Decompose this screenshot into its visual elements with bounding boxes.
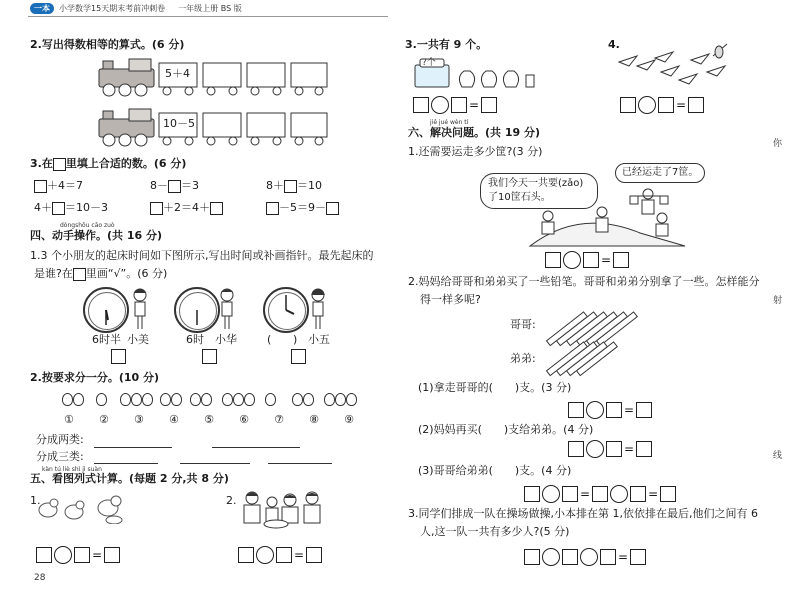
- r-q4-title: 4.: [608, 38, 620, 51]
- q41-line1: 1.3 个小朋友的起床时间如下图所示,写出时间或补画指针。最先起床的: [30, 249, 374, 262]
- classify-three-line-2[interactable]: [180, 463, 250, 464]
- answer-box[interactable]: [524, 549, 540, 565]
- page-header: [30, 3, 242, 14]
- train-1: [95, 55, 330, 100]
- answer-box[interactable]: [104, 547, 120, 563]
- q3-eq5: ＋2＝4＋: [150, 201, 223, 215]
- equals-sign: =: [469, 98, 480, 112]
- header-badge: 一本: [30, 3, 54, 14]
- header-edition: 一年级上册 BS 版: [178, 4, 242, 13]
- equals-sign: =: [624, 403, 635, 417]
- answer-box[interactable]: [545, 252, 561, 268]
- balloon-num: ⑥: [239, 413, 249, 426]
- didi-label: 弟弟:: [510, 352, 536, 365]
- balloon-num: ③: [134, 413, 144, 426]
- operator-circle[interactable]: [54, 546, 72, 564]
- train2-expression: 10－5: [163, 117, 195, 130]
- equals-sign: =: [580, 487, 591, 501]
- answer-box[interactable]: [168, 180, 181, 193]
- operator-circle[interactable]: [580, 548, 598, 566]
- r-q3-equation: [413, 96, 497, 114]
- header-title: 小学数学15天期末考前冲刺卷: [59, 4, 166, 13]
- sec5-title: 五、看图列式计算。(每题 2 分,共 8 分): [30, 472, 229, 485]
- equals-sign: =: [648, 487, 659, 501]
- q42-title: 2.按要求分一分。(10 分): [30, 371, 160, 384]
- q3-eq3: 8＋ ＝10: [266, 179, 322, 192]
- answer-box[interactable]: [562, 549, 578, 565]
- r-q61-title: 1.还需要运走多少筐?(3 分): [408, 145, 543, 158]
- answer-box[interactable]: [636, 402, 652, 418]
- q51-equation: [36, 546, 120, 564]
- answer-box[interactable]: [52, 202, 65, 215]
- balloon-num: ⑦: [274, 413, 284, 426]
- answer-box[interactable]: [53, 158, 66, 171]
- answer-box[interactable]: [238, 547, 254, 563]
- family-image: [238, 490, 333, 530]
- r-q62-eq3: [524, 485, 676, 503]
- operator-circle[interactable]: [563, 251, 581, 269]
- margin-char: 线: [773, 451, 783, 461]
- child1-name: 小美: [127, 333, 149, 346]
- answer-box[interactable]: [606, 402, 622, 418]
- balloon-num: ⑨: [344, 413, 354, 426]
- answer-box[interactable]: [266, 202, 279, 215]
- r-q3-title: 3.一共有 9 个。: [405, 38, 488, 51]
- q3-eq6: －5＝9－: [266, 201, 339, 215]
- answer-box[interactable]: [34, 180, 47, 193]
- answer-box[interactable]: [630, 486, 646, 502]
- answer-box[interactable]: [583, 252, 599, 268]
- answer-box[interactable]: [306, 547, 322, 563]
- balloon-row: [62, 391, 362, 411]
- answer-box[interactable]: [630, 549, 646, 565]
- clock2-label: 6时: [186, 333, 204, 346]
- balloon-group-icon: [190, 391, 212, 410]
- answer-box[interactable]: [636, 441, 652, 457]
- clock-3: [263, 287, 309, 333]
- answer-box[interactable]: [284, 180, 297, 193]
- classify-two-label: 分成两类:: [36, 433, 84, 446]
- q51-num: 1.: [30, 494, 41, 507]
- classify-two-line-2[interactable]: [212, 447, 300, 448]
- answer-box[interactable]: [592, 486, 608, 502]
- page-number: 28: [34, 573, 46, 583]
- train1-expression: 5＋4: [165, 67, 190, 80]
- balloon-group-icon: [324, 391, 357, 410]
- equals-sign: =: [618, 550, 629, 564]
- clock3-paren-close: ): [293, 333, 298, 346]
- check-box-1[interactable]: [111, 349, 126, 364]
- balloon-num: ⑧: [309, 413, 319, 426]
- operator-circle[interactable]: [542, 548, 560, 566]
- equals-sign: =: [676, 98, 687, 112]
- bubble1-line1: 我们今天一共要(zǎo): [488, 178, 584, 189]
- clock-2: [174, 287, 220, 333]
- r-q62-eq1: [568, 401, 652, 419]
- operator-circle[interactable]: [610, 485, 628, 503]
- operator-circle[interactable]: [542, 485, 560, 503]
- answer-box[interactable]: [210, 202, 223, 215]
- q52-equation: [238, 546, 322, 564]
- child3-name: 小五: [308, 333, 330, 346]
- margin-char: 射: [773, 296, 783, 306]
- equals-sign: =: [92, 548, 103, 562]
- answer-box[interactable]: [413, 97, 429, 113]
- bag-label: ?个: [422, 58, 436, 68]
- train-2: [95, 105, 330, 150]
- balloon-num: ①: [64, 413, 74, 426]
- classify-three-line-1[interactable]: [94, 463, 158, 464]
- r-q62-eq2: [568, 440, 652, 458]
- classify-two-line-1[interactable]: [94, 447, 172, 448]
- answer-box[interactable]: [562, 486, 578, 502]
- answer-box[interactable]: [524, 486, 540, 502]
- sec5-pinyin: kàn tú liè shì jì suàn: [42, 466, 102, 473]
- bubble1-line2: 了10筐石头。: [488, 192, 551, 203]
- balloon-group-icon: [265, 391, 276, 410]
- train-engine: [99, 59, 154, 96]
- operator-circle[interactable]: [431, 96, 449, 114]
- classify-three-line-3[interactable]: [268, 463, 332, 464]
- answer-box[interactable]: [606, 441, 622, 457]
- header-rule: [28, 16, 388, 17]
- classify-three-label: 分成三类:: [36, 450, 84, 463]
- r-q4-equation: [620, 96, 704, 114]
- answer-box[interactable]: [688, 97, 704, 113]
- answer-box[interactable]: [36, 547, 52, 563]
- answer-box[interactable]: [481, 97, 497, 113]
- balloon-numbers: [64, 413, 354, 427]
- balloon-group-icon: [62, 391, 84, 410]
- balloon-group-icon: [222, 391, 255, 410]
- operator-circle[interactable]: [586, 440, 604, 458]
- answer-box[interactable]: [568, 441, 584, 457]
- gege-label: 哥哥:: [510, 318, 536, 331]
- child-1-icon: [130, 287, 150, 331]
- child-3-icon: [308, 287, 328, 331]
- q3-title-pre: 3.在: [30, 157, 53, 170]
- answer-box[interactable]: [660, 486, 676, 502]
- answer-box[interactable]: [613, 252, 629, 268]
- answer-box[interactable]: [620, 97, 636, 113]
- operator-circle[interactable]: [638, 96, 656, 114]
- q3-title: [30, 157, 186, 171]
- balloon-num: ②: [99, 413, 109, 426]
- answer-box[interactable]: [600, 549, 616, 565]
- check-box-3[interactable]: [291, 349, 306, 364]
- answer-box[interactable]: [150, 202, 163, 215]
- r-q62-s1: (1)拿走哥哥的( )支。(3 分): [418, 381, 572, 394]
- clock-1: [83, 287, 129, 333]
- balloon-group-icon: [292, 391, 314, 410]
- balloon-group-icon: [96, 391, 107, 410]
- q3-eq1: ＋4＝7: [34, 179, 83, 193]
- q3-eq4: 4＋ ＝10－3: [34, 201, 108, 214]
- speech-bubble-2: [615, 163, 705, 183]
- clock3-paren-open: (: [267, 333, 272, 346]
- workers-image: [520, 188, 690, 248]
- equals-sign: =: [294, 548, 305, 562]
- chicks-image: [36, 494, 131, 524]
- r-q61-equation: [545, 251, 629, 269]
- sec4-pinyin: dòngshǒu cāo zuò: [60, 222, 115, 229]
- child2-name: 小华: [215, 333, 237, 346]
- q2-title: 2.写出得数相等的算式。(6 分): [30, 38, 185, 51]
- paper-planes-image: [615, 42, 735, 88]
- answer-box[interactable]: [568, 402, 584, 418]
- sec6-pinyin: jiě jué wèn tí: [430, 119, 469, 126]
- r-q63-line1: 3.同学们排成一队在操场做操,小本排在第 1,依依排在最后,他们之间有 6: [408, 507, 758, 520]
- balloon-group-icon: [160, 391, 182, 410]
- balloon-num: ⑤: [204, 413, 214, 426]
- check-box-2[interactable]: [202, 349, 217, 364]
- sec6-title: 六、解决问题。(共 19 分): [408, 126, 541, 139]
- answer-box[interactable]: [276, 547, 292, 563]
- equals-sign: =: [601, 253, 612, 267]
- r-q62-s3: (3)哥哥给弟弟( )支。(4 分): [418, 464, 572, 477]
- q3-title-post: 里填上合适的数。(6 分): [65, 157, 187, 170]
- r-q63-line2: 人,这一队一共有多少人?(5 分): [420, 525, 570, 538]
- equals-sign: =: [624, 442, 635, 456]
- answer-box[interactable]: [73, 268, 86, 281]
- operator-circle[interactable]: [256, 546, 274, 564]
- bubble2-text: 已经运走了7筐。: [622, 167, 699, 178]
- margin-char: 你: [773, 139, 783, 149]
- q3-eq2: 8－ ＝3: [150, 179, 199, 192]
- q52-num: 2.: [226, 494, 237, 507]
- q41-line2: 是谁?在 里画“√”。(6 分): [34, 267, 168, 280]
- r-q62-line1: 2.妈妈给哥哥和弟弟买了一些铅笔。哥哥和弟弟分别拿了一些。怎样能分: [408, 275, 760, 288]
- answer-box[interactable]: [658, 97, 674, 113]
- answer-box[interactable]: [74, 547, 90, 563]
- r-q63-equation: [524, 548, 646, 566]
- r-q62-s2: (2)妈妈再买( )支给弟弟。(4 分): [418, 423, 594, 436]
- balloon-num: ④: [169, 413, 179, 426]
- r-q62-line2: 得一样多呢?: [420, 293, 481, 306]
- sec4-title: 四、动手操作。(共 16 分): [30, 229, 163, 242]
- child-2-icon: [217, 287, 237, 331]
- operator-circle[interactable]: [586, 401, 604, 419]
- balloon-group-icon: [120, 391, 153, 410]
- clock1-label: 6时半: [92, 333, 121, 346]
- answer-box[interactable]: [326, 202, 339, 215]
- answer-box[interactable]: [451, 97, 467, 113]
